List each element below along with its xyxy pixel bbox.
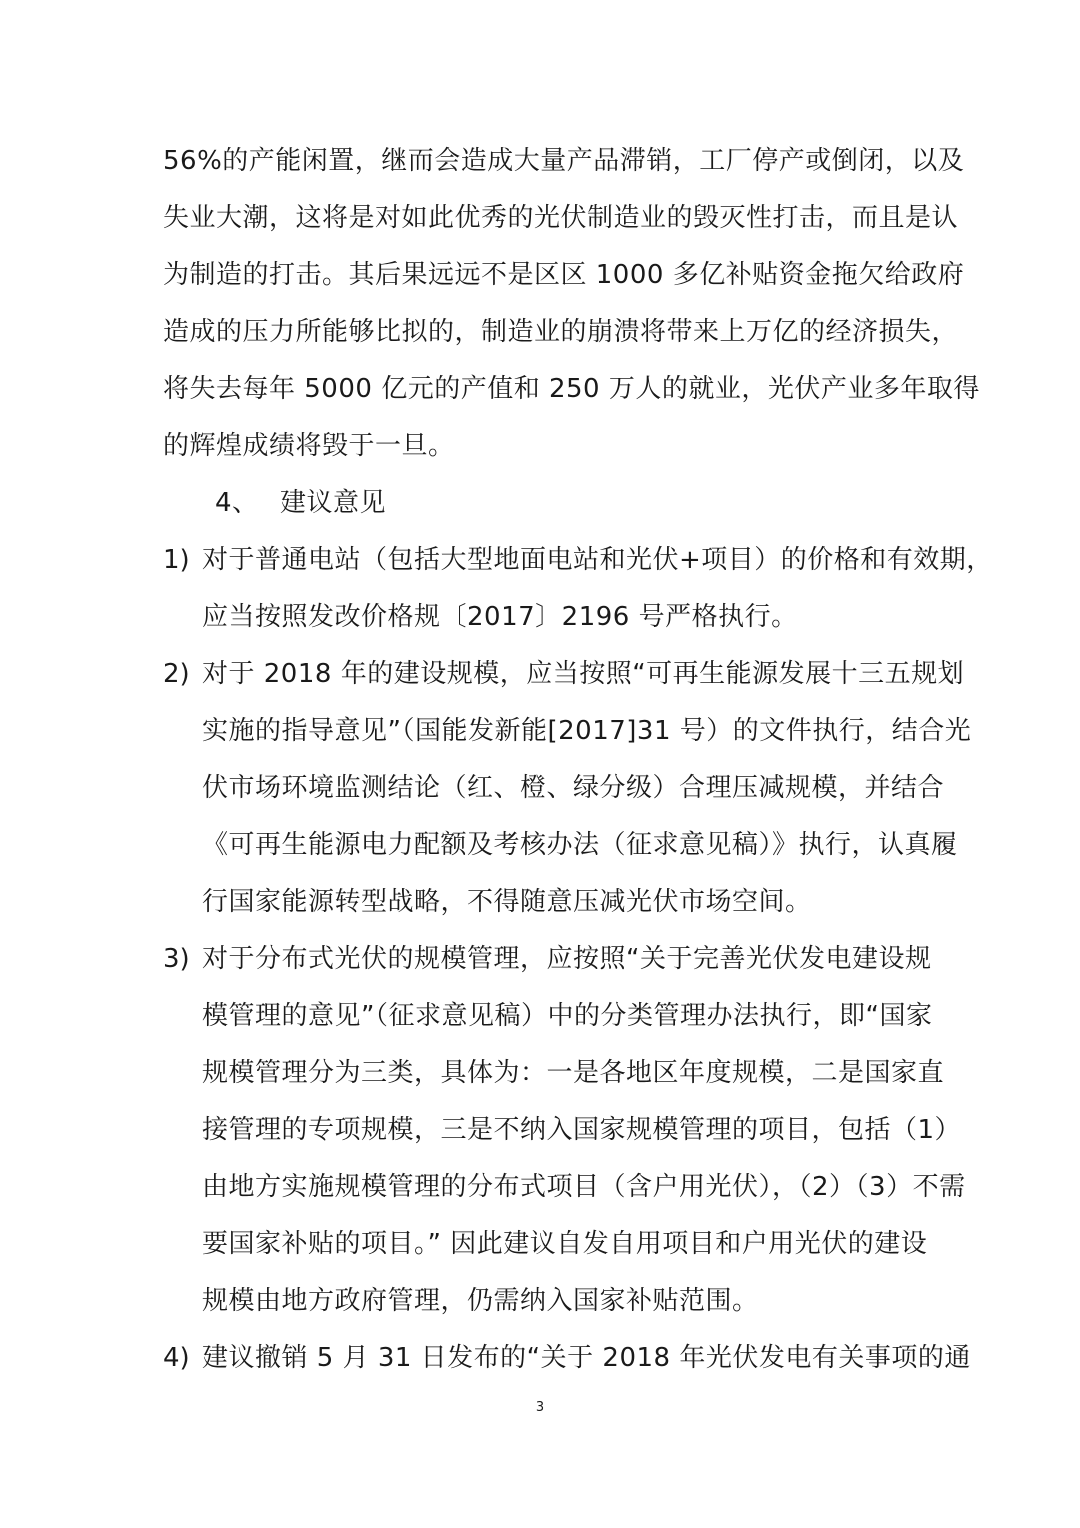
list-item-line: 模管理的意见”（征求意见稿）中的分类管理办法执行，即“国家 bbox=[202, 1001, 933, 1031]
section-heading-number: 4、 bbox=[215, 488, 259, 518]
paragraph-line: 为制造的打击。其后果远远不是区区 1000 多亿补贴资金拖欠给政府 bbox=[163, 260, 965, 290]
page-number: 3 bbox=[535, 1400, 545, 1415]
section-heading-title: 建议意见 bbox=[280, 488, 387, 518]
list-item-line: 建议撤销 5 月 31 日发布的“关于 2018 年光伏发电有关事项的通 bbox=[202, 1343, 971, 1373]
list-item-marker: 2) bbox=[163, 659, 190, 689]
paragraph-line: 失业大潮，这将是对如此优秀的光伏制造业的毁灭性打击，而且是认 bbox=[163, 203, 959, 233]
list-item-line: 行国家能源转型战略，不得随意压减光伏市场空间。 bbox=[202, 887, 812, 917]
list-item-line: 对于普通电站（包括大型地面电站和光伏+项目）的价格和有效期， bbox=[202, 545, 993, 575]
list-item-marker: 1) bbox=[163, 545, 190, 575]
list-item-line: 伏市场环境监测结论（红、橙、绿分级）合理压减规模，并结合 bbox=[202, 773, 945, 803]
list-item-marker: 3) bbox=[163, 944, 190, 974]
list-item-line: 对于 2018 年的建设规模，应当按照“可再生能源发展十三五规划 bbox=[202, 659, 965, 689]
list-item-line: 接管理的专项规模，三是不纳入国家规模管理的项目，包括（1） bbox=[202, 1115, 962, 1145]
list-item-line: 实施的指导意见”（国能发新能[2017]31 号）的文件执行，结合光 bbox=[202, 716, 972, 746]
paragraph-line: 的辉煌成绩将毁于一旦。 bbox=[163, 431, 455, 461]
list-item-line: 要国家补贴的项目。” 因此建议自发自用项目和户用光伏的建设 bbox=[202, 1229, 928, 1259]
paragraph-line: 56%的产能闲置，继而会造成大量产品滞销，工厂停产或倒闭，以及 bbox=[163, 146, 965, 176]
list-item-line: 由地方实施规模管理的分布式项目（含户用光伏），（2）（3）不需 bbox=[202, 1172, 966, 1202]
list-item-line: 规模由地方政府管理，仍需纳入国家补贴范围。 bbox=[202, 1286, 759, 1316]
paragraph-line: 将失去每年 5000 亿元的产值和 250 万人的就业，光伏产业多年取得 bbox=[163, 374, 980, 404]
list-item-line: 规模管理分为三类，具体为：一是各地区年度规模，二是国家直 bbox=[202, 1058, 945, 1088]
list-item-line: 对于分布式光伏的规模管理，应按照“关于完善光伏发电建设规 bbox=[202, 944, 932, 974]
paragraph-line: 造成的压力所能够比拟的，制造业的崩溃将带来上万亿的经济损失， bbox=[163, 317, 959, 347]
list-item-marker: 4) bbox=[163, 1343, 190, 1373]
list-item-line: 《可再生能源电力配额及考核办法（征求意见稿）》执行，认真履 bbox=[202, 830, 958, 860]
list-item-line: 应当按照发改价格规〔2017〕2196 号严格执行。 bbox=[202, 602, 798, 632]
